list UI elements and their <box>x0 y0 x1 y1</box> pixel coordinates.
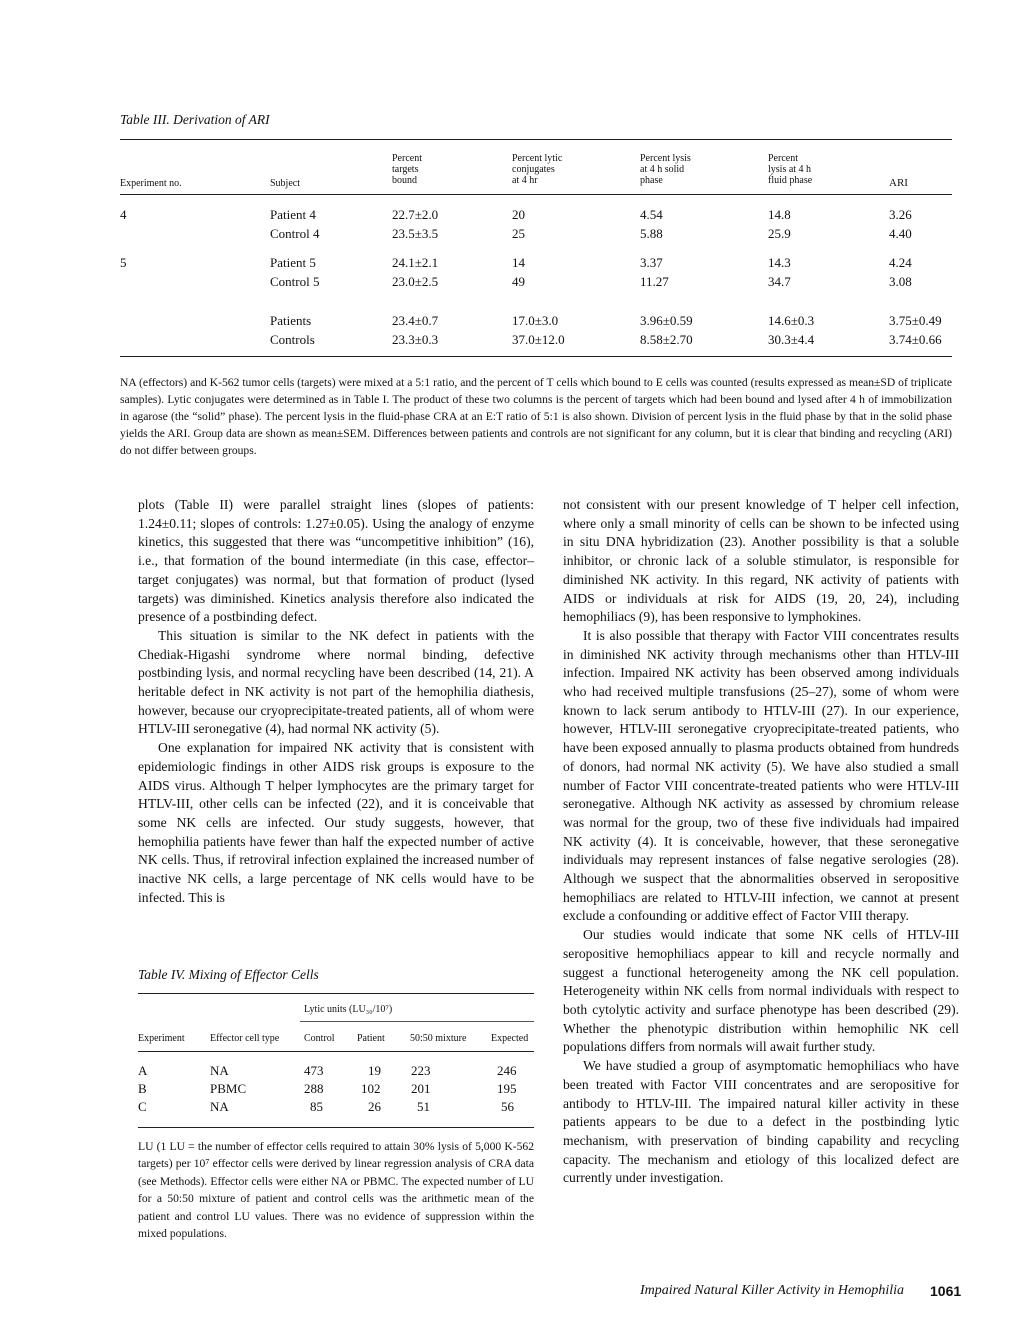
table4-top-rule <box>138 993 534 994</box>
table4-header-experiment: Experiment <box>138 1033 185 1044</box>
left-column-text <box>138 496 534 907</box>
table4-footnote: LU (1 LU = the number of effector cells required to attain 30% lysis of 5,000 K-562 targets) per 10⁷ effector cells were derived by linear regression analysis of CRA data (see Methods). Effector cells were either NA or PBMC. The expected number of LU for a 50:50 mixture of patient and control cells was the arithmetic mean of the patient and control LU values. There was no evidence of suppression within the mixed populations. <box>138 1140 534 1241</box>
table3-bottom-rule <box>120 356 952 357</box>
body-paragraph: We have studied a group of asymptomatic hemophiliacs who have been treated with Factor VIII concentrates and are seropositive for antibody to HTLV-III. The impaired natural killer activity in these patients appears to be due to a defect in the postbinding lytic mechanism, with preservation of binding capability and recycling capacity. The mechanism and etiology of this localized defect are currently under investigation. <box>563 1058 959 1186</box>
table4-header-control: Control <box>304 1033 335 1044</box>
body-paragraph: This situation is similar to the NK defect in patients with the Chediak-Higashi syndrome where normal binding, defective postbinding lysis, and normal recycling have been described (14, 21). A heritable defect in NK activity is not part of the hemophilia diathesis, however, because our cryoprecipitate-treated patients, all of whom were HTLV-III seronegative (4), had normal NK activity (5). <box>138 627 534 737</box>
table4-header-rule <box>138 1051 534 1052</box>
table3-top-rule <box>120 139 952 140</box>
body-paragraph: One explanation for impaired NK activity that is consistent with epidemiologic findings in other AIDS risk groups is exposure to the AIDS virus. Although T helper lymphocytes are the primary target for HTLV-III, other cells can be infected (22), and it is conceivable that some NK cells are infected. Our study suggests, however, that hemophilia patients have fewer than half the expected number of active NK cells. Thus, if retroviral infection explained the increased number of inactive NK cells, a large percentage of NK cells would have to be infected. This is <box>138 740 534 905</box>
right-column-text <box>563 496 959 1188</box>
table4-bottom-rule <box>138 1127 534 1128</box>
table3-header-fluid: Percent lysis at 4 h fluid phase <box>768 153 813 186</box>
table3-header-solid: Percent lysis at 4 h solid phase <box>640 153 691 186</box>
body-paragraph: Our studies would indicate that some NK cells of HTLV-III seropositive hemophiliacs appear to kill and recycle normally and suggest a functional heterogeneity among the NK cell population. Heterogeneity within NK cells from normal individuals with respect to both cytolytic activity and surface phenotype has been described (29). Whether the phenotypic distribution within hemophilic NK cell populations differs from normals will await further study. <box>563 927 959 1055</box>
table3-header-ari: ARI <box>889 177 908 189</box>
table3-header-experiment: Experiment no. <box>120 178 182 189</box>
page-number: 1061 <box>930 1283 962 1299</box>
body-paragraph: plots (Table II) were parallel straight lines (slopes of patients: 1.24±0.11; slopes of controls: 1.27±0.05). Using the analogy of enzyme kinetics, this suggested that there was “uncompetitive inhibition” (16), i.e., that formation of the bound intermediate (in this case, effector–target conjugates) was normal, but that formation of product (lysed targets) was diminished. Kinetics analysis therefore also indicated the presence of a postbinding defect. <box>138 497 534 625</box>
table3-footnote: NA (effectors) and K-562 tumor cells (targets) were mixed at a 5:1 ratio, and the percent of T cells which bound to E cells was counted (results expressed as mean±SD of triplicate samples). Lytic conjugates were determined as in Table I. The product of these two columns is the percent of targets which had been bound and lysed after 4 h of immobilization in agarose (the “solid” phase). The percent lysis in the fluid-phase CRA at an E:T ratio of 5:1 is also shown. Division of percent lysis in the fluid phase by that in the solid phase yields the ARI. Group data are shown as mean±SEM. Differences between patients and controls are not significant for any column, but it is clear that binding and recycling (ARI) do not differ between groups. <box>120 376 952 457</box>
table4-header-patient: Patient <box>357 1033 385 1044</box>
table4-header-mixture: 50:50 mixture <box>410 1033 467 1044</box>
table4-group-rule <box>300 1021 534 1022</box>
body-paragraph: It is also possible that therapy with Factor VIII concentrates results in diminished NK activity through mechanisms other than HTLV-III infection. Impaired NK activity has been observed among individuals who had received multiple transfusions (25–27), some of whom were known to lack serum antibody to HTLV-III (27). In our experience, however, HTLV-III seronegative cryoprecipitate-treated patients, who have been exposed annually to plasma products obtained from hundreds of donors, had normal NK activity (5). We have also studied a small number of Factor VIII concentrate-treated patients who were HTLV-III seronegative. Although NK activity as assessed by chromium release was normal for the group, two of these five individuals had impaired NK activity (4). It is conceivable, however, that these seronegative individuals may represent instances of false negative serologies (28). Although we suspect that the abnormalities observed in seropositive hemophiliacs are related to HTLV-III infection, we cannot at present exclude a confounding or additive effect of Factor VIII therapy. <box>563 627 959 924</box>
body-paragraph: not consistent with our present knowledge of T helper cell infection, where only a small minority of cells can be shown to be infected using in situ DNA hybridization (23). Another possibility is that a soluble inhibitor, or chronic lack of a soluble stimulator, is responsible for diminished NK activity. In this regard, NK activity of patients with AIDS or individuals at risk for AIDS (19, 20, 24), including hemophiliacs (9), has been responsive to lymphokines. <box>563 497 959 625</box>
table3-header-conjugates: Percent lytic conjugates at 4 hr <box>512 153 563 186</box>
table3-header-targets: Percent targets bound <box>392 153 422 186</box>
table3-header-subject: Subject <box>270 178 300 189</box>
table3-caption: Table III. Derivation of ARI <box>120 112 270 127</box>
table4-group-header: Lytic units (LU₃₀/10⁷) <box>304 1004 393 1015</box>
running-title: Impaired Natural Killer Activity in Hemophilia <box>640 1283 905 1298</box>
table4-caption: Table IV. Mixing of Effector Cells <box>138 967 319 982</box>
table4-header-expected: Expected <box>491 1033 529 1044</box>
table4-header-effector: Effector cell type <box>210 1033 280 1044</box>
table3-header-rule <box>120 194 952 195</box>
